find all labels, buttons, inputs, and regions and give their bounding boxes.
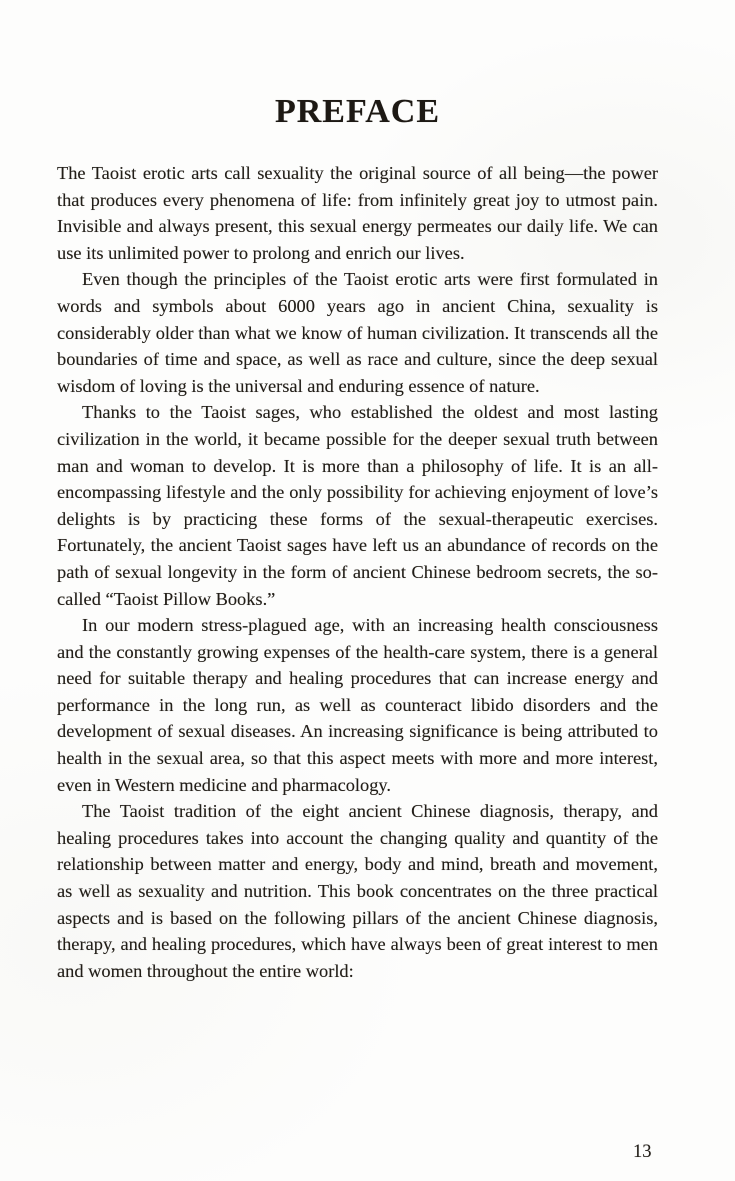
paragraph-4: In our modern stress-plagued age, with an increasing health consciousness and the constantly growing expenses of the health-care system, there is a general need for suitable therapy and healing procedures that can increase energy and performance in the long run, as well as counteract libido disorders and the development of sexual diseases. An increasing significance is being attributed to health in the sexual area, so that this aspect meets with more and more interest, even in Western medicine and pharmacology. bbox=[57, 615, 658, 795]
page-title: PREFACE bbox=[274, 93, 441, 130]
paragraph-2: Even though the principles of the Taoist erotic arts were first formulated in words and symbols about 6000 years ago in ancient China, sexuality is considerably older than what we know of human civilization. It transcends all the boundaries of time and space, as well as race and culture, since the deep sexual wisdom of loving is the universal and enduring essence of nature. bbox=[57, 269, 658, 396]
paragraph-3: Thanks to the Taoist sages, who established the oldest and most lasting civilization in the world, it became possible for the deeper sexual truth between man and woman to develop. It is more than a philosophy of life. It is an all-encompassing lifestyle and the only possibility for achieving enjoyment of love’s delights is by practicing these forms of the sexual-therapeutic exercises. Fortunately, the ancient Taoist sages have left us an abundance of records on the path of sexual longevity in the form of ancient Chinese bedroom secrets, the so-called “Taoist Pillow Books.” bbox=[57, 402, 658, 609]
page-body bbox=[57, 160, 658, 984]
paragraph-1: The Taoist erotic arts call sexuality the original source of all being—the power that produces every phenomena of life: from infinitely great joy to utmost pain. Invisible and always present, this sexual energy permeates our daily life. We can use its unlimited power to prolong and enrich our lives. bbox=[57, 163, 658, 263]
page-number: 13 bbox=[633, 1142, 652, 1162]
paragraph-5: The Taoist tradition of the eight ancient Chinese diagnosis, therapy, and healing procedures takes into account the changing quality and quantity of the relationship between matter and energy, body and mind, breath and movement, as well as sexuality and nutrition. This book concentrates on the three practical aspects and is based on the following pillars of the ancient Chinese diagnosis, therapy, and healing procedures, which have always been of great interest to men and women throughout the entire world: bbox=[57, 801, 658, 981]
